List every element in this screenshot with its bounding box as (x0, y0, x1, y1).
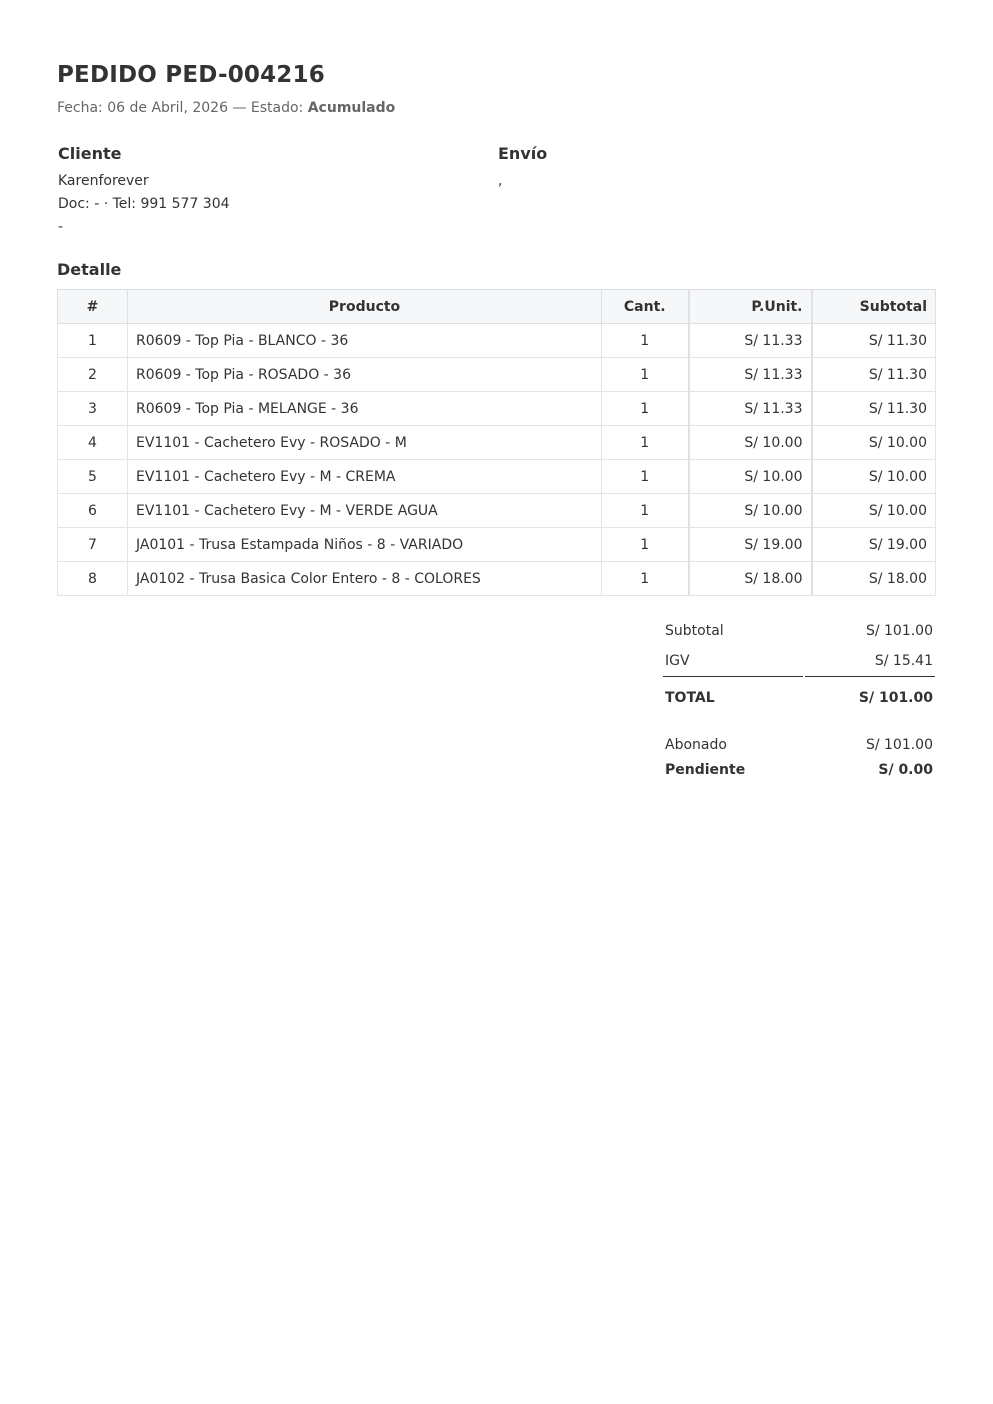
estado-label: — Estado: (232, 100, 304, 116)
row-number: 6 (58, 494, 128, 528)
row-cant: 1 (602, 324, 689, 358)
row-subtotal: S/ 10.00 (812, 426, 936, 460)
col-header-producto: Producto (128, 290, 602, 324)
col-header-subtotal: Subtotal (812, 290, 936, 324)
row-cant: 1 (602, 528, 689, 562)
cliente-name: Karenforever (58, 173, 149, 189)
pendiente-value: S/ 0.00 (878, 761, 933, 778)
subtotal-value: S/ 101.00 (865, 622, 933, 639)
row-producto: JA0102 - Trusa Basica Color Entero - 8 - COLORES (128, 562, 602, 596)
row-producto: R0609 - Top Pia - BLANCO - 36 (128, 324, 602, 358)
envio-heading: Envío (498, 144, 548, 163)
totals-row-subtotal (663, 615, 935, 646)
cliente-address: - (58, 219, 64, 235)
row-punit: S/ 11.33 (689, 324, 812, 358)
row-subtotal: S/ 19.00 (812, 528, 936, 562)
cliente-heading: Cliente (58, 144, 122, 163)
row-number: 1 (58, 324, 128, 358)
row-producto: JA0101 - Trusa Estampada Niños - 8 - VARIADO (128, 528, 602, 562)
fecha-label: Fecha: (57, 100, 103, 116)
row-punit: S/ 10.00 (689, 460, 812, 494)
row-producto: EV1101 - Cachetero Evy - M - CREMA (128, 460, 602, 494)
row-cant: 1 (602, 426, 689, 460)
envio-line: , (498, 173, 503, 189)
row-number: 7 (58, 528, 128, 562)
row-number: 3 (58, 392, 128, 426)
abonado-value: S/ 101.00 (865, 737, 933, 753)
row-producto: R0609 - Top Pia - ROSADO - 36 (128, 358, 602, 392)
row-producto: EV1101 - Cachetero Evy - M - VERDE AGUA (128, 494, 602, 528)
cliente-doc-line: Doc: - · Tel: 991 577 304 (58, 196, 230, 212)
col-header-cant: Cant. (602, 290, 689, 324)
row-cant: 1 (602, 460, 689, 494)
total-label: TOTAL (665, 690, 715, 706)
table-row (58, 324, 936, 358)
row-subtotal: S/ 10.00 (812, 460, 936, 494)
estado-value: Acumulado (307, 100, 396, 116)
totals-row-pendiente (663, 753, 935, 786)
row-punit: S/ 10.00 (689, 426, 812, 460)
col-header-number: # (58, 290, 128, 324)
row-subtotal: S/ 11.30 (812, 392, 936, 426)
row-punit: S/ 19.00 (689, 528, 812, 562)
table-row (58, 358, 936, 392)
total-value: S/ 101.00 (858, 690, 933, 706)
row-subtotal: S/ 11.30 (812, 358, 936, 392)
row-cant: 1 (602, 392, 689, 426)
row-punit: S/ 18.00 (689, 562, 812, 596)
table-row (58, 392, 936, 426)
row-punit: S/ 11.33 (689, 392, 812, 426)
row-punit: S/ 10.00 (689, 494, 812, 528)
row-subtotal: S/ 11.30 (812, 324, 936, 358)
fecha-value: 06 de Abril, 2026 (107, 100, 228, 116)
row-cant: 1 (602, 494, 689, 528)
pendiente-label: Pendiente (665, 761, 746, 778)
table-row (58, 460, 936, 494)
totals-row-total (663, 677, 935, 719)
totals-row-abonado (663, 719, 935, 753)
row-number: 8 (58, 562, 128, 596)
row-subtotal: S/ 10.00 (812, 494, 936, 528)
row-subtotal: S/ 18.00 (812, 562, 936, 596)
col-header-punit: P.Unit. (689, 290, 812, 324)
table-header-row (58, 290, 936, 324)
totals-table (661, 615, 937, 786)
row-producto: R0609 - Top Pia - MELANGE - 36 (128, 392, 602, 426)
abonado-label: Abonado (665, 737, 727, 753)
row-cant: 1 (602, 562, 689, 596)
row-number: 2 (58, 358, 128, 392)
table-row (58, 494, 936, 528)
items-table (57, 289, 936, 596)
order-meta (57, 100, 395, 116)
row-number: 5 (58, 460, 128, 494)
igv-label: IGV (663, 646, 803, 677)
row-producto: EV1101 - Cachetero Evy - ROSADO - M (128, 426, 602, 460)
table-row (58, 528, 936, 562)
totals-row-igv (663, 646, 935, 677)
page-title: PEDIDO PED-004216 (57, 62, 325, 88)
subtotal-label: Subtotal (665, 622, 724, 639)
row-number: 4 (58, 426, 128, 460)
table-row (58, 562, 936, 596)
detalle-heading: Detalle (57, 260, 122, 279)
igv-value: S/ 15.41 (805, 646, 935, 677)
row-punit: S/ 11.33 (689, 358, 812, 392)
row-cant: 1 (602, 358, 689, 392)
table-row (58, 426, 936, 460)
